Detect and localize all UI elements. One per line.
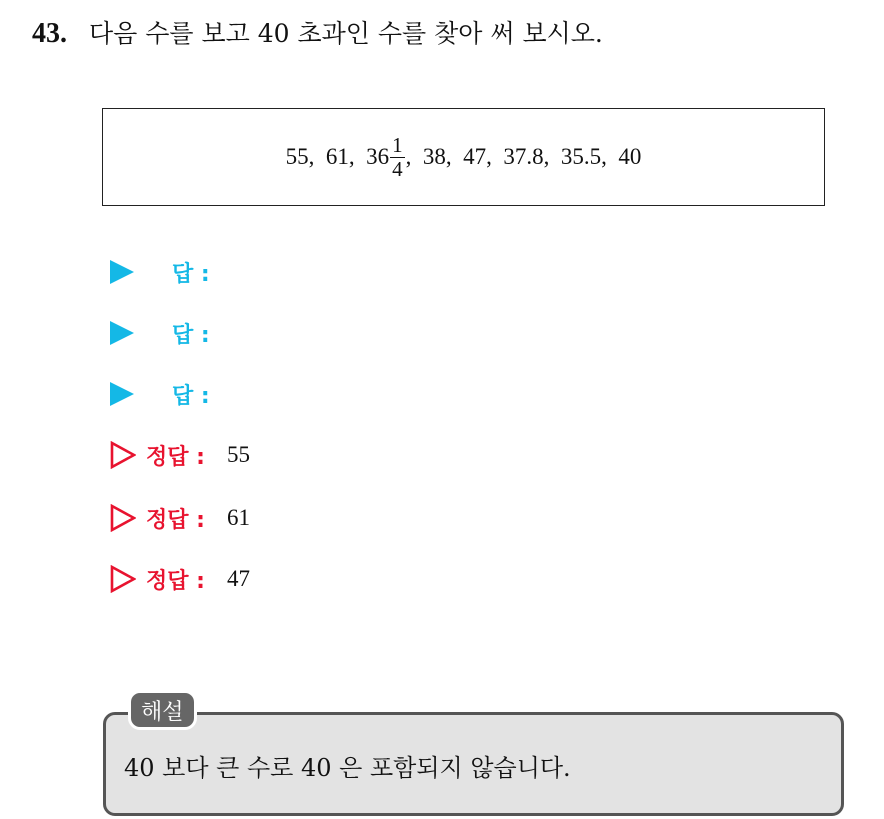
correct-answer-value: 61 bbox=[226, 505, 250, 530]
filled-triangle-icon bbox=[110, 382, 134, 406]
answer-label: 답 : bbox=[172, 261, 210, 287]
fraction-numerator: 1 bbox=[392, 133, 403, 158]
correct-answer-value: 55 bbox=[226, 442, 250, 467]
correct-answer-row bbox=[110, 563, 250, 595]
outline-triangle-icon bbox=[110, 565, 136, 593]
answer-label: 답 : bbox=[172, 383, 210, 409]
number-list-box bbox=[102, 108, 825, 206]
answer-row bbox=[110, 317, 210, 349]
outline-triangle-icon bbox=[110, 441, 136, 469]
number-list bbox=[286, 134, 642, 179]
correct-answer-label: 정답 : bbox=[146, 568, 205, 594]
numbers-before-fraction: 55, 61, 36 bbox=[285, 144, 390, 169]
correct-answer-label: 정답 : bbox=[146, 444, 205, 470]
filled-triangle-icon bbox=[110, 321, 134, 345]
fraction-denominator: 4 bbox=[392, 156, 403, 181]
filled-triangle-icon bbox=[110, 260, 134, 284]
correct-answer-row bbox=[110, 439, 250, 471]
mixed-fraction bbox=[390, 134, 405, 179]
answer-row bbox=[110, 378, 210, 410]
question-number: 43. bbox=[32, 18, 67, 49]
correct-answer-value: 47 bbox=[226, 566, 250, 591]
outline-triangle-icon bbox=[110, 504, 136, 532]
answer-row bbox=[110, 256, 210, 288]
correct-answer-label: 정답 : bbox=[146, 507, 205, 533]
question-text: 다음 수를 보고 40 초과인 수를 찾아 써 보시오. bbox=[88, 19, 603, 48]
correct-answer-row bbox=[110, 502, 250, 534]
numbers-after-fraction: , 38, 47, 37.8, 35.5, 40 bbox=[405, 144, 642, 169]
explanation-tab: 해설 bbox=[128, 690, 197, 730]
explanation-text: 40 보다 큰 수로 40 은 포함되지 않습니다. bbox=[124, 754, 571, 782]
answer-label: 답 : bbox=[172, 322, 210, 348]
question-header bbox=[32, 14, 603, 50]
